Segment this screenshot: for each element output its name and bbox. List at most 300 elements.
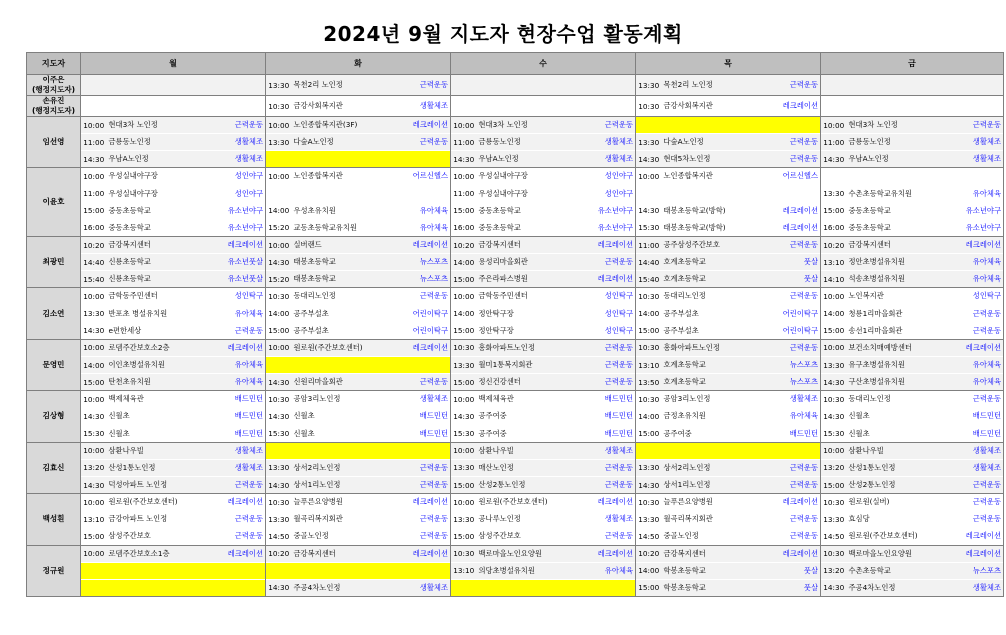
highlight-cell (767, 117, 821, 134)
time-cell: 14:10 (821, 271, 847, 288)
time-cell: 14:00 (636, 408, 662, 425)
schedule-row (27, 562, 1004, 579)
time-cell: 10:20 (636, 545, 662, 562)
activity-cell: 근력운동 (582, 356, 636, 373)
time-cell: 14:30 (821, 408, 847, 425)
place-cell: 공주여중 (662, 425, 767, 442)
activity-cell: 생활체조 (952, 134, 1004, 151)
time-cell: 14:30 (821, 374, 847, 391)
place-cell: 중골노인정 (662, 528, 767, 545)
time-cell: 10:30 (451, 339, 477, 356)
time-cell: 13:30 (451, 459, 477, 476)
highlight-cell (81, 562, 107, 579)
activity-cell: 배드민턴 (952, 408, 1004, 425)
activity-cell: 레크레이션 (397, 117, 451, 134)
time-cell: 10:00 (821, 288, 847, 305)
activity-cell: 유아체육 (397, 219, 451, 236)
activity-cell: 근력운동 (767, 236, 821, 253)
header-day: 목 (636, 53, 821, 75)
place-cell: 신룡초등학교 (107, 254, 212, 271)
time-cell: 10:30 (821, 391, 847, 408)
time-cell: 10:00 (81, 117, 107, 134)
time-cell: 11:00 (821, 134, 847, 151)
place-cell: 신룡초등학교 (107, 271, 212, 288)
activity-cell: 성인탁구 (582, 288, 636, 305)
place-cell: 삼환나우빌 (107, 442, 212, 459)
highlight-cell (767, 442, 821, 459)
activity-cell: 배드민턴 (767, 425, 821, 442)
time-cell: 13:30 (266, 459, 292, 476)
place-cell: 우남A노인정 (847, 151, 952, 168)
activity-cell: 유소년풋살 (212, 271, 266, 288)
place-cell: 청룡1리마을회관 (847, 305, 952, 322)
activity-cell: 근력운동 (582, 254, 636, 271)
schedule-row (27, 254, 1004, 271)
activity-cell: 어린이탁구 (397, 305, 451, 322)
activity-cell: 풋살 (767, 562, 821, 579)
time-cell: 13:30 (821, 356, 847, 373)
activity-cell: 레크레이션 (767, 96, 821, 117)
place-cell: 목천2리 노인정 (292, 75, 397, 96)
place-cell: 주공4차노인정 (292, 579, 397, 596)
activity-cell: 근력운동 (212, 322, 266, 339)
schedule-row (27, 459, 1004, 476)
time-cell: 13:20 (821, 562, 847, 579)
place-cell: 용성리마을회관 (477, 254, 582, 271)
highlight-cell (212, 562, 266, 579)
time-cell (81, 96, 107, 117)
place-cell: 늘푸른요양병원 (662, 494, 767, 511)
time-cell: 15:30 (266, 425, 292, 442)
schedule-row (27, 322, 1004, 339)
place-cell: 동대리노인정 (292, 288, 397, 305)
highlight-cell (397, 356, 451, 373)
header-day: 화 (266, 53, 451, 75)
highlight-cell (477, 579, 582, 596)
time-cell: 14:30 (821, 151, 847, 168)
time-cell: 13:20 (81, 459, 107, 476)
place-cell: 노인종합복지관(3F) (292, 117, 397, 134)
time-cell: 15:00 (636, 322, 662, 339)
place-cell: 이인초병설유치원 (107, 356, 212, 373)
place-cell: 금학동주민센터 (477, 288, 582, 305)
place-cell: 공주부설초 (292, 305, 397, 322)
place-cell: 수촌초등학교유치원 (847, 185, 952, 202)
time-cell: 15:30 (81, 425, 107, 442)
activity-cell: 근력운동 (582, 374, 636, 391)
activity-cell: 생활체조 (952, 151, 1004, 168)
time-cell: 15:00 (81, 528, 107, 545)
activity-cell: 성인탁구 (952, 288, 1004, 305)
place-cell: 정신건강센터 (477, 374, 582, 391)
time-cell: 10:30 (266, 96, 292, 117)
time-cell: 14:30 (636, 151, 662, 168)
time-cell: 13:30 (451, 356, 477, 373)
time-cell: 10:00 (266, 117, 292, 134)
activity-cell: 성인야구 (582, 168, 636, 185)
time-cell: 14:00 (266, 305, 292, 322)
activity-cell (212, 75, 266, 96)
place-cell: 노인종합복지관 (292, 168, 397, 185)
place-cell: 구산초병설유치원 (847, 374, 952, 391)
activity-cell: 레크레이션 (767, 545, 821, 562)
place-cell (477, 75, 582, 96)
activity-cell: 레크레이션 (212, 494, 266, 511)
time-cell: 14:00 (821, 305, 847, 322)
activity-cell (582, 75, 636, 96)
place-cell: 중동초등학교 (107, 202, 212, 219)
place-cell: 금룡동노인정 (847, 134, 952, 151)
place-cell: 석송초병설유치원 (847, 271, 952, 288)
activity-cell: 레크레이션 (397, 236, 451, 253)
time-cell: 15:30 (451, 425, 477, 442)
place-cell: 다숲A노인정 (662, 134, 767, 151)
schedule-row (27, 374, 1004, 391)
place-cell: 중동초등학교 (107, 219, 212, 236)
place-cell (847, 168, 952, 185)
time-cell: 11:00 (636, 236, 662, 253)
place-cell (662, 185, 767, 202)
activity-cell: 유아체육 (212, 305, 266, 322)
time-cell: 14:30 (266, 579, 292, 596)
schedule-row (27, 305, 1004, 322)
activity-cell: 레크레이션 (582, 494, 636, 511)
place-cell: 수촌초등학교 (847, 562, 952, 579)
place-cell: 삼성주간보호 (477, 528, 582, 545)
activity-cell: 근력운동 (212, 476, 266, 493)
activity-cell: 유아체육 (397, 202, 451, 219)
activity-cell: 유소년야구 (212, 219, 266, 236)
time-cell: 15:00 (451, 528, 477, 545)
activity-cell: 생활체조 (952, 442, 1004, 459)
time-cell: 13:20 (821, 459, 847, 476)
activity-cell: 레크레이션 (397, 545, 451, 562)
place-cell (477, 96, 582, 117)
time-cell: 14:30 (451, 408, 477, 425)
place-cell: 동대리노인정 (662, 288, 767, 305)
place-cell: 공주여중 (477, 408, 582, 425)
place-cell: 우남A노인정 (477, 151, 582, 168)
time-cell: 10:20 (451, 236, 477, 253)
activity-cell: 유아체육 (212, 356, 266, 373)
time-cell: 10:00 (821, 442, 847, 459)
place-cell: 공암3리노인정 (662, 391, 767, 408)
place-cell: 늘푸른요양병원 (292, 494, 397, 511)
place-cell: 정안탁구장 (477, 305, 582, 322)
highlight-cell (636, 442, 662, 459)
place-cell: 유구초병설유치원 (847, 356, 952, 373)
place-cell: 공주부설초 (662, 305, 767, 322)
time-cell: 10:00 (821, 117, 847, 134)
place-cell: 다숲A노인정 (292, 134, 397, 151)
activity-cell: 근력운동 (582, 117, 636, 134)
time-cell: 13:30 (266, 75, 292, 96)
time-cell: 10:30 (821, 494, 847, 511)
time-cell: 14:30 (266, 374, 292, 391)
time-cell: 13:30 (636, 75, 662, 96)
place-cell: 백제체육관 (477, 391, 582, 408)
place-cell: 노인종합복지관 (662, 168, 767, 185)
highlight-cell (292, 442, 397, 459)
activity-cell: 생활체조 (397, 579, 451, 596)
time-cell: 13:30 (266, 134, 292, 151)
place-cell: 매산노인정 (477, 459, 582, 476)
time-cell: 16:00 (821, 219, 847, 236)
place-cell: 금강복지센터 (107, 236, 212, 253)
time-cell: 10:20 (266, 545, 292, 562)
place-cell: 삼환나우빌 (847, 442, 952, 459)
place-cell: 반포초 병설유치원 (107, 305, 212, 322)
activity-cell: 근력운동 (767, 288, 821, 305)
schedule-row (27, 391, 1004, 408)
instructor-name: 임선영 (27, 117, 81, 168)
place-cell: 주공4차노인정 (847, 579, 952, 596)
time-cell: 15:00 (636, 425, 662, 442)
header-instructor: 지도자 (27, 53, 81, 75)
activity-cell: 유소년야구 (952, 219, 1004, 236)
activity-cell: 생활체조 (582, 151, 636, 168)
time-cell: 10:00 (451, 117, 477, 134)
place-cell: 태봉초등학교(방학) (662, 219, 767, 236)
time-cell: 15:00 (81, 374, 107, 391)
activity-cell: 유아체육 (952, 254, 1004, 271)
activity-cell (952, 96, 1004, 117)
time-cell: 11:00 (451, 185, 477, 202)
place-cell: 실버랜드 (292, 236, 397, 253)
time-cell: 14:30 (821, 579, 847, 596)
schedule-row (27, 494, 1004, 511)
place-cell: 태봉초등학교(방학) (662, 202, 767, 219)
place-cell: 월미1통복지회관 (477, 356, 582, 373)
place-cell: 상서2리노인정 (292, 459, 397, 476)
activity-cell: 풋살 (767, 271, 821, 288)
place-cell: 태봉초등학교 (292, 254, 397, 271)
time-cell: 10:30 (636, 494, 662, 511)
time-cell: 15:00 (81, 202, 107, 219)
time-cell: 14:00 (636, 562, 662, 579)
time-cell: 10:30 (636, 96, 662, 117)
time-cell: 10:00 (81, 545, 107, 562)
instructor-name: 손유진 (행정지도자) (27, 96, 81, 117)
schedule-row (27, 528, 1004, 545)
activity-cell (952, 75, 1004, 96)
activity-cell: 레크레이션 (952, 236, 1004, 253)
place-cell: 송선1리마을회관 (847, 322, 952, 339)
time-cell: 10:00 (451, 168, 477, 185)
place-cell: 신원리마을회관 (292, 374, 397, 391)
place-cell: 산성2통노인정 (477, 476, 582, 493)
place-cell: 공주삼성주간보호 (662, 236, 767, 253)
activity-cell: 근력운동 (767, 476, 821, 493)
activity-cell: 레크레이션 (767, 219, 821, 236)
schedule-row (27, 408, 1004, 425)
activity-cell: 생활체조 (212, 151, 266, 168)
time-cell (821, 96, 847, 117)
activity-cell (582, 96, 636, 117)
time-cell: 14:30 (81, 322, 107, 339)
schedule-row (27, 425, 1004, 442)
place-cell: 태봉초등학교 (292, 271, 397, 288)
activity-cell: 근력운동 (767, 134, 821, 151)
activity-cell: 생활체조 (397, 391, 451, 408)
highlight-cell (397, 562, 451, 579)
activity-cell: 근력운동 (397, 374, 451, 391)
place-cell: 현대5차노인정 (662, 151, 767, 168)
highlight-cell (107, 562, 212, 579)
time-cell: 13:30 (266, 511, 292, 528)
time-cell (821, 75, 847, 96)
place-cell: 중동초등학교 (477, 219, 582, 236)
place-cell: 노인복지관 (847, 288, 952, 305)
time-cell: 14:30 (266, 408, 292, 425)
activity-cell: 풋살 (767, 579, 821, 596)
time-cell: 10:00 (266, 236, 292, 253)
place-cell: 상서2리노인정 (662, 459, 767, 476)
instructor-name: 최광민 (27, 236, 81, 287)
activity-cell: 근력운동 (212, 528, 266, 545)
place-cell: 상서1리노인정 (662, 476, 767, 493)
activity-cell: 유아체육 (582, 562, 636, 579)
activity-cell: 근력운동 (397, 476, 451, 493)
place-cell: 목천2리 노인정 (662, 75, 767, 96)
schedule-row (27, 168, 1004, 185)
schedule-row (27, 202, 1004, 219)
time-cell (266, 185, 292, 202)
schedule-row (27, 339, 1004, 356)
place-cell: 공나루노인정 (477, 511, 582, 528)
place-cell: 우남A노인정 (107, 151, 212, 168)
activity-cell: 유소년야구 (212, 202, 266, 219)
place-cell: 백로마을노인요양원 (847, 545, 952, 562)
time-cell: 10:00 (821, 339, 847, 356)
place-cell: 신월초 (292, 425, 397, 442)
highlight-cell (266, 562, 292, 579)
activity-cell: 레크레이션 (397, 339, 451, 356)
time-cell: 10:20 (821, 236, 847, 253)
activity-cell: 유소년야구 (582, 202, 636, 219)
place-cell: 공암3리노인정 (292, 391, 397, 408)
instructor-name: 문영민 (27, 339, 81, 390)
schedule-table (26, 52, 1004, 597)
activity-cell: 생활체조 (952, 579, 1004, 596)
time-cell (821, 168, 847, 185)
schedule-row (27, 117, 1004, 134)
time-cell: 10:30 (636, 339, 662, 356)
place-cell: 탄천초유치원 (107, 374, 212, 391)
time-cell: 15:00 (451, 202, 477, 219)
time-cell: 10:00 (451, 391, 477, 408)
instructor-name: 정규원 (27, 545, 81, 596)
highlight-cell (662, 117, 767, 134)
activity-cell: 근력운동 (212, 511, 266, 528)
instructor-name: 김소연 (27, 288, 81, 339)
activity-cell: 생활체조 (582, 442, 636, 459)
activity-cell: 유소년야구 (952, 202, 1004, 219)
time-cell: 14:00 (636, 305, 662, 322)
place-cell: 로뎀주간보호소1층 (107, 545, 212, 562)
header-day: 수 (451, 53, 636, 75)
activity-cell: 배드민턴 (212, 425, 266, 442)
place-cell: 산성2통노인정 (847, 476, 952, 493)
time-cell (636, 185, 662, 202)
highlight-cell (266, 151, 292, 168)
highlight-cell (397, 151, 451, 168)
time-cell: 14:00 (451, 305, 477, 322)
time-cell: 10:30 (266, 391, 292, 408)
activity-cell: 배드민턴 (582, 408, 636, 425)
time-cell: 14:30 (636, 476, 662, 493)
place-cell: 백제체육관 (107, 391, 212, 408)
time-cell (81, 75, 107, 96)
activity-cell: 성인야구 (582, 185, 636, 202)
activity-cell: 근력운동 (582, 476, 636, 493)
activity-cell: 성인탁구 (212, 288, 266, 305)
header-day: 금 (821, 53, 1004, 75)
activity-cell: 배드민턴 (952, 425, 1004, 442)
activity-cell: 근력운동 (582, 459, 636, 476)
place-cell: 로뎀주간보호소2층 (107, 339, 212, 356)
activity-cell: 근력운동 (767, 75, 821, 96)
place-cell: 원로원(주간보호센터) (107, 494, 212, 511)
place-cell: 금강복지센터 (292, 545, 397, 562)
highlight-cell (266, 442, 292, 459)
time-cell: 10:00 (451, 442, 477, 459)
time-cell: 14:50 (821, 528, 847, 545)
activity-cell: 근력운동 (397, 134, 451, 151)
time-cell: 15:00 (451, 476, 477, 493)
place-cell: 동대리노인정 (847, 391, 952, 408)
place-cell: 공주부설초 (292, 322, 397, 339)
place-cell: 호계초등학교 (662, 254, 767, 271)
highlight-cell (397, 442, 451, 459)
time-cell: 15:00 (451, 271, 477, 288)
time-cell: 10:00 (81, 494, 107, 511)
time-cell: 14:00 (81, 356, 107, 373)
activity-cell: 근력운동 (952, 117, 1004, 134)
place-cell: 금룡동노인정 (477, 134, 582, 151)
time-cell: 13:10 (81, 511, 107, 528)
time-cell: 10:30 (451, 545, 477, 562)
highlight-cell (212, 579, 266, 596)
schedule-row (27, 236, 1004, 253)
place-cell (107, 75, 212, 96)
schedule-row (27, 545, 1004, 562)
place-cell: 우성초유치원 (292, 202, 397, 219)
place-cell: 금정초유치원 (662, 408, 767, 425)
time-cell: 14:00 (266, 202, 292, 219)
time-cell: 11:00 (451, 134, 477, 151)
activity-cell: 근력운동 (767, 511, 821, 528)
time-cell: 13:30 (636, 134, 662, 151)
activity-cell: 생활체조 (582, 134, 636, 151)
activity-cell: 레크레이션 (212, 236, 266, 253)
activity-cell: 레크레이션 (582, 545, 636, 562)
time-cell: 15:20 (266, 219, 292, 236)
place-cell: 의당초병설유치원 (477, 562, 582, 579)
place-cell: 호계초등학교 (662, 374, 767, 391)
activity-cell: 배드민턴 (582, 425, 636, 442)
activity-cell: 배드민턴 (212, 408, 266, 425)
place-cell: 산성1통노인정 (107, 459, 212, 476)
place-cell: 현대3차 노인정 (107, 117, 212, 134)
time-cell: 14:50 (266, 528, 292, 545)
time-cell: 14:30 (266, 254, 292, 271)
activity-cell: 근력운동 (767, 151, 821, 168)
place-cell: 월곡리복지회관 (292, 511, 397, 528)
activity-cell: 레크레이션 (212, 545, 266, 562)
place-cell: 중동초등학교 (477, 202, 582, 219)
time-cell: 13:10 (451, 562, 477, 579)
